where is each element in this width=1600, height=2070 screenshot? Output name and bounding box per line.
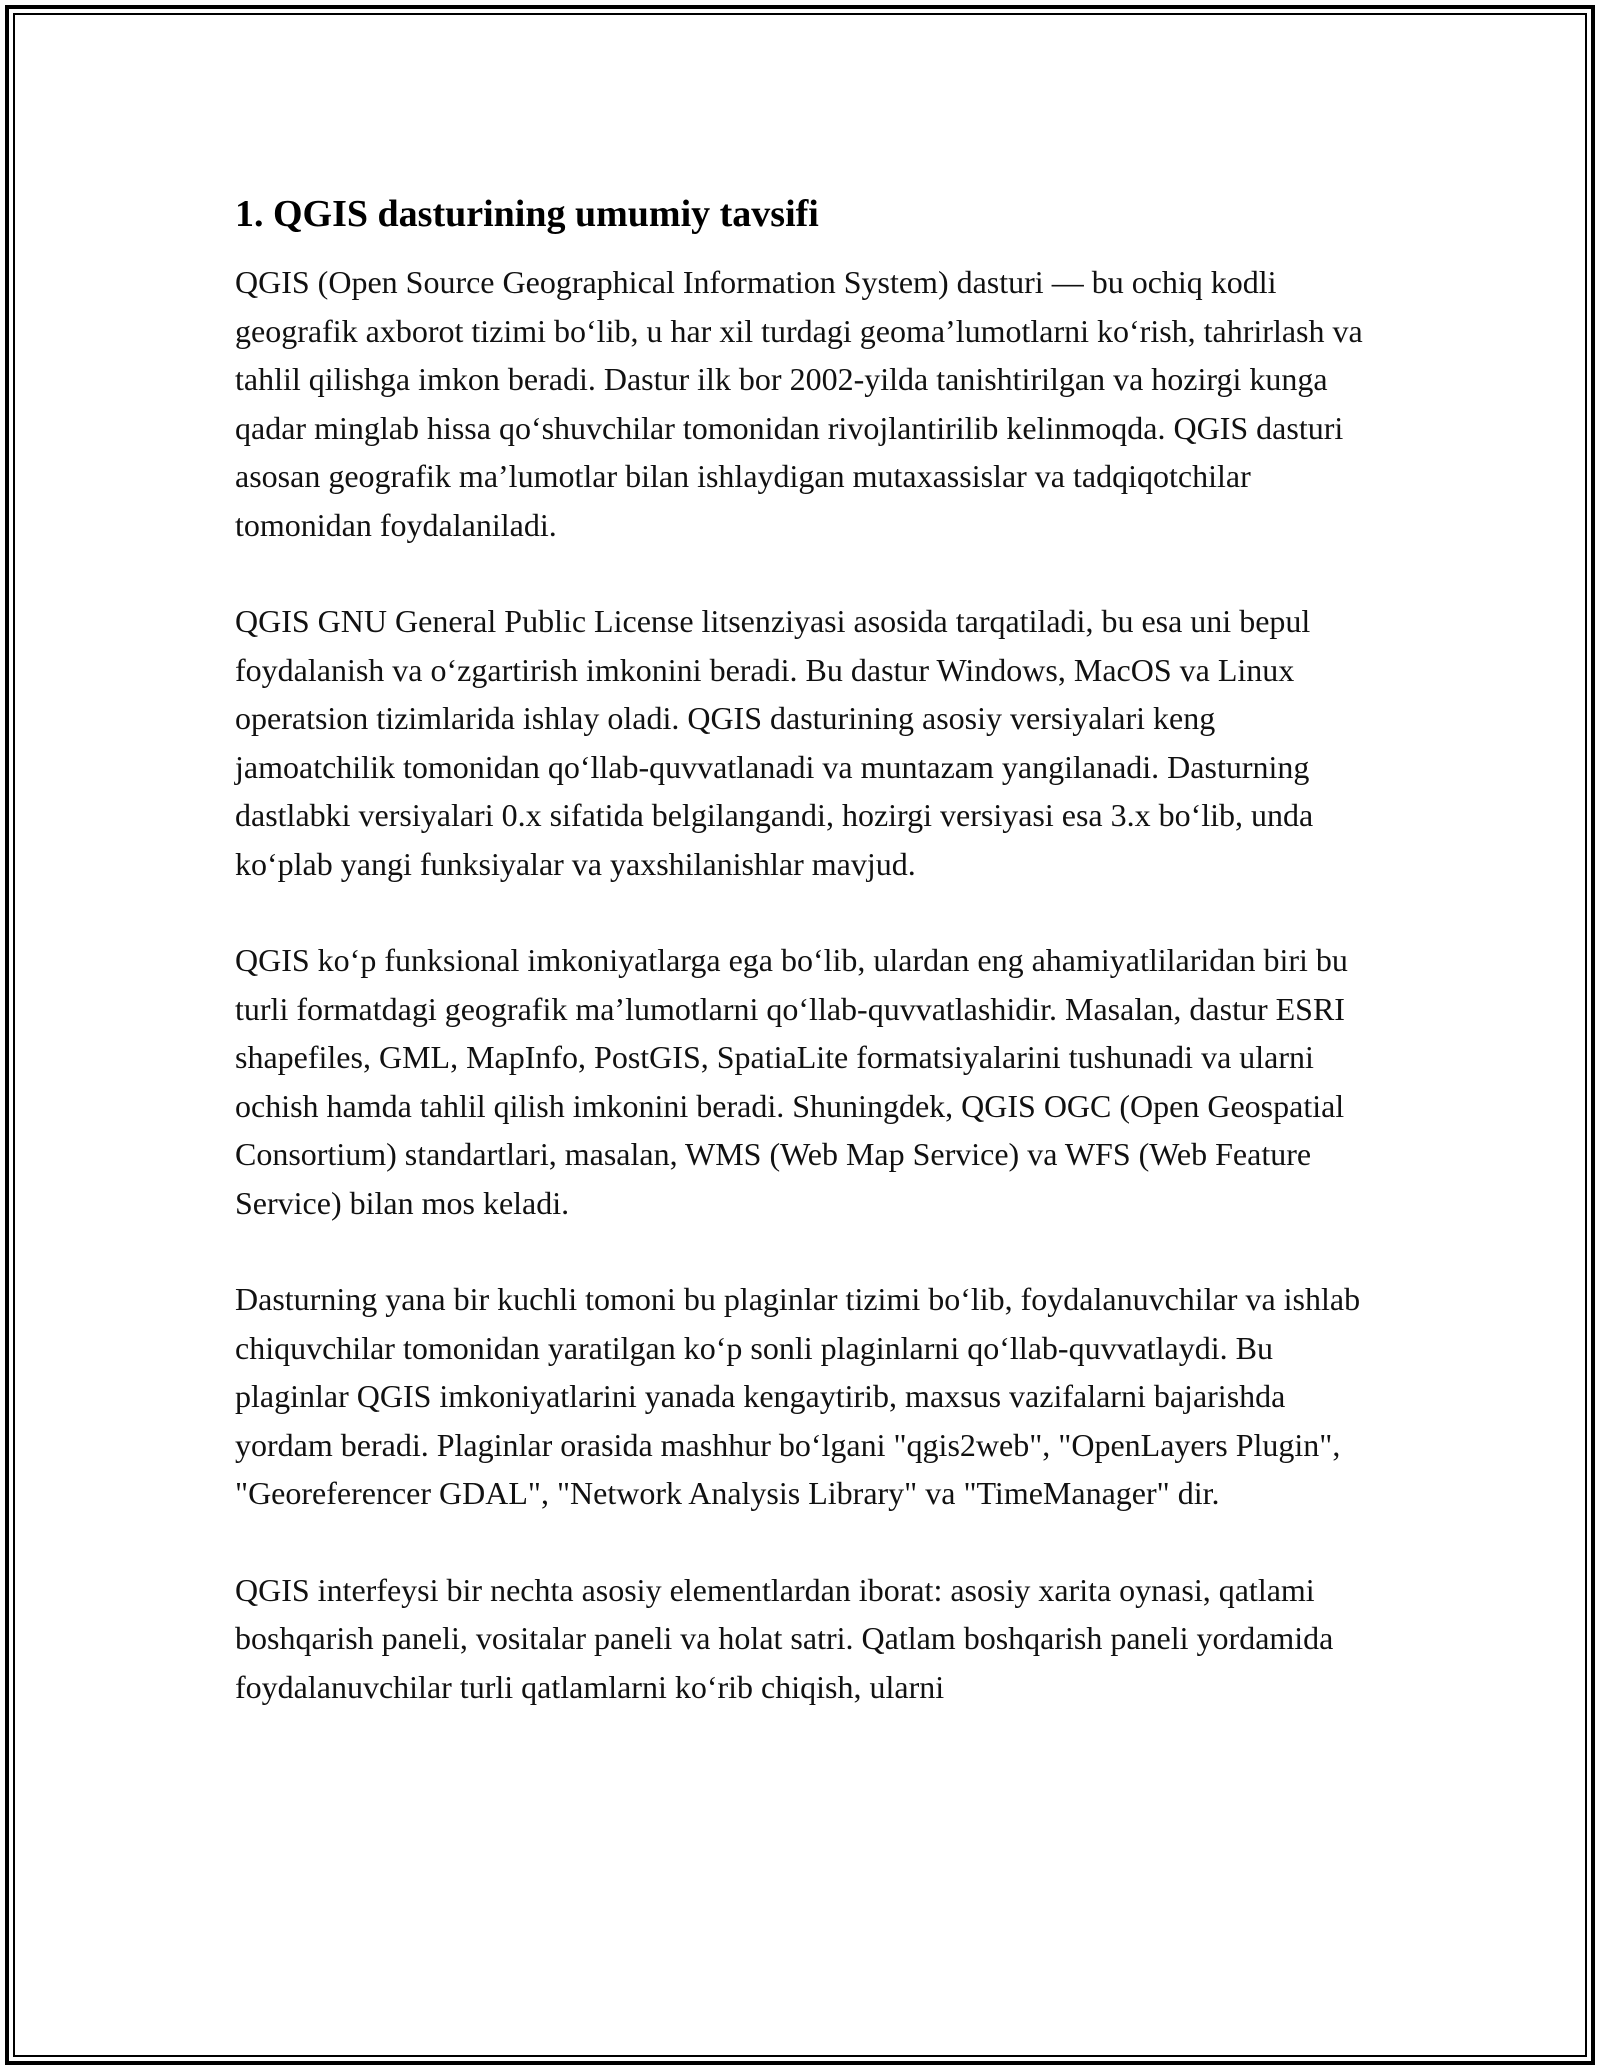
paragraph-plugins: Dasturning yana bir kuchli tomoni bu plaginlar tizimi bo‘lib, foydalanuvchilar va ishlab chiquvchilar tomonidan yaratilgan ko‘p sonli plaginlarni qo‘llab-quvvatlaydi. Bu plaginlar QGIS imkoniyatlarini yanada kengaytirib, maxsus vazifalarni bajarishda yordam beradi. Plaginlar orasida mashhur bo‘lgani "qgis2web", "OpenLayers Plugin", "Georeferencer GDAL", "Network Analysis Library" va "TimeManager" dir. — [235, 1281, 1361, 1511]
paragraph-interface: QGIS interfeysi bir nechta asosiy elementlardan iborat: asosiy xarita oynasi, qatlami boshqarish paneli, vositalar paneli va holat satri. Qatlam boshqarish paneli yordamida foydalanuvchilar turli qatlamlarni ko‘rib chiqish, ularni — [235, 1571, 1334, 1705]
paragraph-intro: QGIS (Open Source Geographical Information System) dasturi — bu ochiq kodli geografik axborot tizimi bo‘lib, u har xil turdagi geoma’lumotlarni ko‘rish, tahrirlash va tahlil qilishga imkon beradi. Dastur ilk bor 2002-yilda tanishtirilgan va hozirgi kunga qadar minglab hissa qo‘shuvchilar tomonidan rivojlantirilib kelinmoqda. QGIS dasturi asosan geografik ma’lumotlar bilan ishlaydigan mutaxassislar va tadqiqotchilar tomonidan foydalaniladi. — [235, 264, 1363, 543]
paragraph-formats: QGIS ko‘p funksional imkoniyatlarga ega bo‘lib, ulardan eng ahamiyatlilaridan biri bu turli formatdagi geografik ma’lumotlarni qo‘llab-quvvatlashidir. Masalan, dastur ESRI shapefiles, GML, MapInfo, PostGIS, SpatiaLite formatsiyalarini tushunadi va ularni ochish hamda tahlil qilish imkonini beradi. Shuningdek, QGIS OGC (Open Geospatial Consortium) standartlari, masalan, WMS (Web Map Service) va WFS (Web Feature Service) bilan mos keladi. — [235, 942, 1348, 1221]
document-body — [235, 188, 1365, 1759]
section-heading: 1. QGIS dasturining umumiy tavsifi — [235, 193, 819, 235]
paragraph-license: QGIS GNU General Public License litsenziyasi asosida tarqatiladi, bu esa uni bepul foydalanish va o‘zgartirish imkonini beradi. Bu dastur Windows, MacOS va Linux operatsion tizimlarida ishlay oladi. QGIS dasturining asosiy versiyalari keng jamoatchilik tomonidan qo‘llab-quvvatlanadi va muntazam yangilanadi. Dasturning dastlabki versiyalari 0.x sifatida belgilangandi, hozirgi versiyasi esa 3.x bo‘lib, unda ko‘plab yangi funksiyalar va yaxshilanishlar mavjud. — [235, 603, 1314, 882]
